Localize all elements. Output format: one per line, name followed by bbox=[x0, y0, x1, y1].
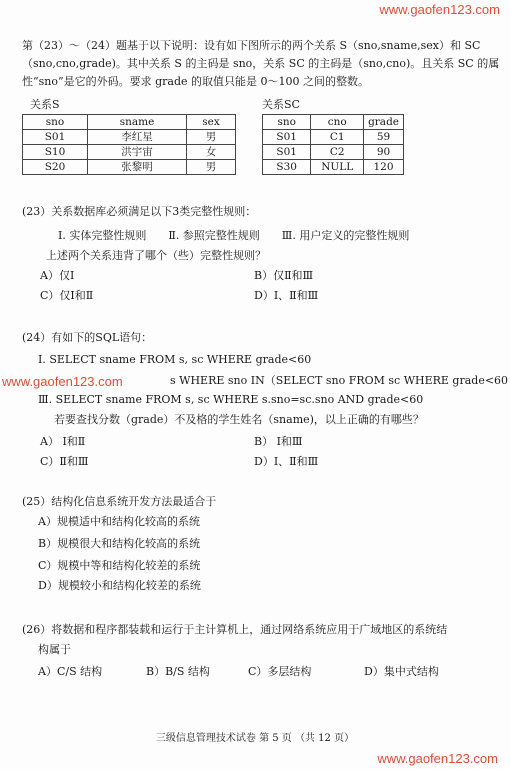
table-cell: S01 bbox=[23, 130, 88, 145]
table-row bbox=[23, 130, 236, 145]
table-cell: 59 bbox=[364, 130, 404, 145]
q24-option-a: A） Ⅰ和Ⅱ bbox=[40, 435, 86, 448]
q26-stem-line-1: (26）将数据和程序都装载和运行于主计算机上，通过网络系统应用于广域地区的系统结 bbox=[22, 623, 448, 636]
table-cell: 男 bbox=[187, 130, 236, 145]
table-cell: S10 bbox=[23, 145, 88, 160]
table-cell: S20 bbox=[23, 160, 88, 175]
q24-sql-2: s WHERE sno IN（SELECT sno FROM sc WHERE grade<60 bbox=[170, 374, 509, 387]
table-header-row bbox=[263, 115, 404, 130]
relation-s-label: 关系S bbox=[30, 98, 60, 111]
relation-sc-label: 关系SC bbox=[262, 98, 300, 111]
q23-option-c: C）仅Ⅰ和Ⅱ bbox=[40, 289, 94, 302]
column-header: sno bbox=[263, 115, 311, 130]
table-cell: S01 bbox=[263, 145, 311, 160]
q26-option-c: C）多层结构 bbox=[248, 665, 312, 678]
table-cell: 120 bbox=[364, 160, 404, 175]
q25-option-d: D）规模较小和结构化较差的系统 bbox=[38, 579, 201, 592]
q23-option-a: A）仅Ⅰ bbox=[40, 269, 75, 282]
q23-option-d: D）Ⅰ、Ⅱ和Ⅲ bbox=[254, 289, 319, 302]
q26-option-a: A）C/S 结构 bbox=[38, 665, 103, 678]
watermark-middle: www.gaofen123.com bbox=[2, 374, 123, 389]
table-cell: 李红星 bbox=[88, 130, 187, 145]
q24-option-c: C）Ⅱ和Ⅲ bbox=[40, 455, 89, 468]
relation-sc-table bbox=[262, 114, 404, 175]
q24-sql-1: Ⅰ. SELECT sname FROM s, sc WHERE grade<60 bbox=[38, 353, 312, 366]
table-cell: S30 bbox=[263, 160, 311, 175]
relation-s-table bbox=[22, 114, 236, 175]
q23-option-b: B）仅Ⅱ和Ⅲ bbox=[254, 269, 314, 282]
q26-stem-line-2: 构属于 bbox=[38, 643, 71, 656]
table-cell: C1 bbox=[311, 130, 364, 145]
q24-sql-3: Ⅲ. SELECT sname FROM s, sc WHERE s.sno=sc.sno AND grade<60 bbox=[38, 393, 424, 406]
table-cell: S01 bbox=[263, 130, 311, 145]
column-header: sno bbox=[23, 115, 88, 130]
table-cell: 90 bbox=[364, 145, 404, 160]
q24-option-d: D）Ⅰ、Ⅱ和Ⅲ bbox=[254, 455, 319, 468]
column-header: grade bbox=[364, 115, 404, 130]
table-cell: 张黎明 bbox=[88, 160, 187, 175]
table-cell: 洪宇宙 bbox=[88, 145, 187, 160]
watermark-top: www.gaofen123.com bbox=[379, 2, 500, 17]
q23-ask: 上述两个关系违背了哪个（些）完整性规则？ bbox=[46, 249, 266, 262]
q24-stem: (24）有如下的SQL语句： bbox=[22, 331, 153, 344]
table-cell: C2 bbox=[311, 145, 364, 160]
q25-option-a: A）规模适中和结构化较高的系统 bbox=[38, 515, 200, 528]
column-header: sname bbox=[88, 115, 187, 130]
table-row bbox=[23, 145, 236, 160]
column-header: cno bbox=[311, 115, 364, 130]
q25-option-c: C）规模中等和结构化较差的系统 bbox=[38, 559, 201, 572]
intro-line-2: （sno,cno,grade)。其中关系 S 的主码是 sno，关系 SC 的主码是（sno,cno)。且关系 SC 的属 bbox=[22, 57, 500, 70]
q23-stem: (23）关系数据库必须满足以下3类完整性规则： bbox=[22, 205, 257, 218]
table-row bbox=[263, 160, 404, 175]
q25-stem: (25）结构化信息系统开发方法最适合于 bbox=[22, 495, 217, 508]
table-row bbox=[263, 145, 404, 160]
watermark-bottom: www.gaofen123.com bbox=[377, 751, 498, 766]
q24-ask: 若要查找分数（grade）不及格的学生姓名（sname)，以上正确的有哪些？ bbox=[54, 413, 424, 426]
table-row bbox=[23, 160, 236, 175]
table-cell: 男 bbox=[187, 160, 236, 175]
intro-line-1: 第（23）～（24）题基于以下说明：设有如下图所示的两个关系 S（sno,sname,sex）和 SC bbox=[22, 39, 481, 52]
column-header: sex bbox=[187, 115, 236, 130]
q26-option-b: B）B/S 结构 bbox=[146, 665, 210, 678]
q26-option-d: D）集中式结构 bbox=[364, 665, 439, 678]
table-header-row bbox=[23, 115, 236, 130]
page-footer: 三级信息管理技术试卷 第 5 页 （共 12 页） bbox=[155, 733, 355, 744]
q23-rules: Ⅰ. 实体完整性规则 Ⅱ. 参照完整性规则 Ⅲ. 用户定义的完整性规则 bbox=[58, 229, 410, 242]
intro-line-3: 性“sno”是它的外码。要求 grade 的取值只能是 0～100 之间的整数。 bbox=[22, 75, 369, 88]
q24-option-b: B） Ⅰ和Ⅲ bbox=[254, 435, 303, 448]
table-cell: NULL bbox=[311, 160, 364, 175]
table-row bbox=[263, 130, 404, 145]
table-cell: 女 bbox=[187, 145, 236, 160]
q25-option-b: B）规模很大和结构化较高的系统 bbox=[38, 537, 201, 550]
